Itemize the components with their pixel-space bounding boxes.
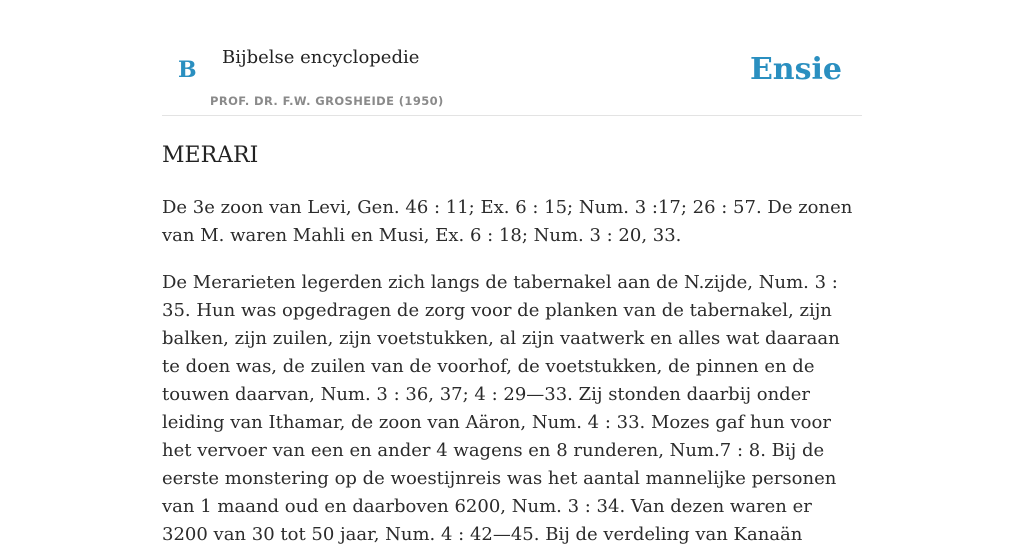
book-author: PROF. DR. F.W. GROSHEIDE (1950) [210, 94, 444, 108]
book-title[interactable]: Bijbelse encyclopedie [222, 47, 420, 68]
page-container [162, 0, 862, 549]
ensie-logo-link[interactable]: Ensie [749, 52, 842, 87]
entry-title: MERARI [162, 143, 259, 168]
page-header [162, 0, 862, 116]
encyclopedia-logo[interactable]: B [178, 57, 197, 83]
entry-paragraph: De Merarieten legerden zich langs de tabernakel aan de N.zijde, Num. 3 : 35. Hun was opgedragen de zorg voor de planken van de tabernakel, zijn balken, zijn zuilen, zijn voetstukken, al zijn vaatwerk en alles wat daaraan te doen was, de zuilen van de voorhof, de voetstukken, de pinnen en de touwen daarvan, Num. 3 : 36, 37; 4 : 29—33. Zij stonden daarbij onder leiding van Ithamar, de zoon van Aäron, Num. 4 : 33. Mozes gaf hun voor het vervoer van een en ander 4 wagens en 8 runderen, Num.7 : 8. Bij de eerste monstering op de woestijnreis was het aantal mannelijke personen van 1 maand oud en daarboven 6200, Num. 3 : 34. Van dezen waren er 3200 van 30 tot 50 jaar, Num. 4 : 42—45. Bij de verdeling van Kanaän [162, 272, 840, 545]
entry-paragraph: De 3e zoon van Levi, Gen. 46 : 11; Ex. 6 : 15; Num. 3 :17; 26 : 57. De zonen van M. waren Mahli en Musi, Ex. 6 : 18; Num. 3 : 20, 33. [162, 197, 853, 246]
entry-content [162, 143, 862, 549]
